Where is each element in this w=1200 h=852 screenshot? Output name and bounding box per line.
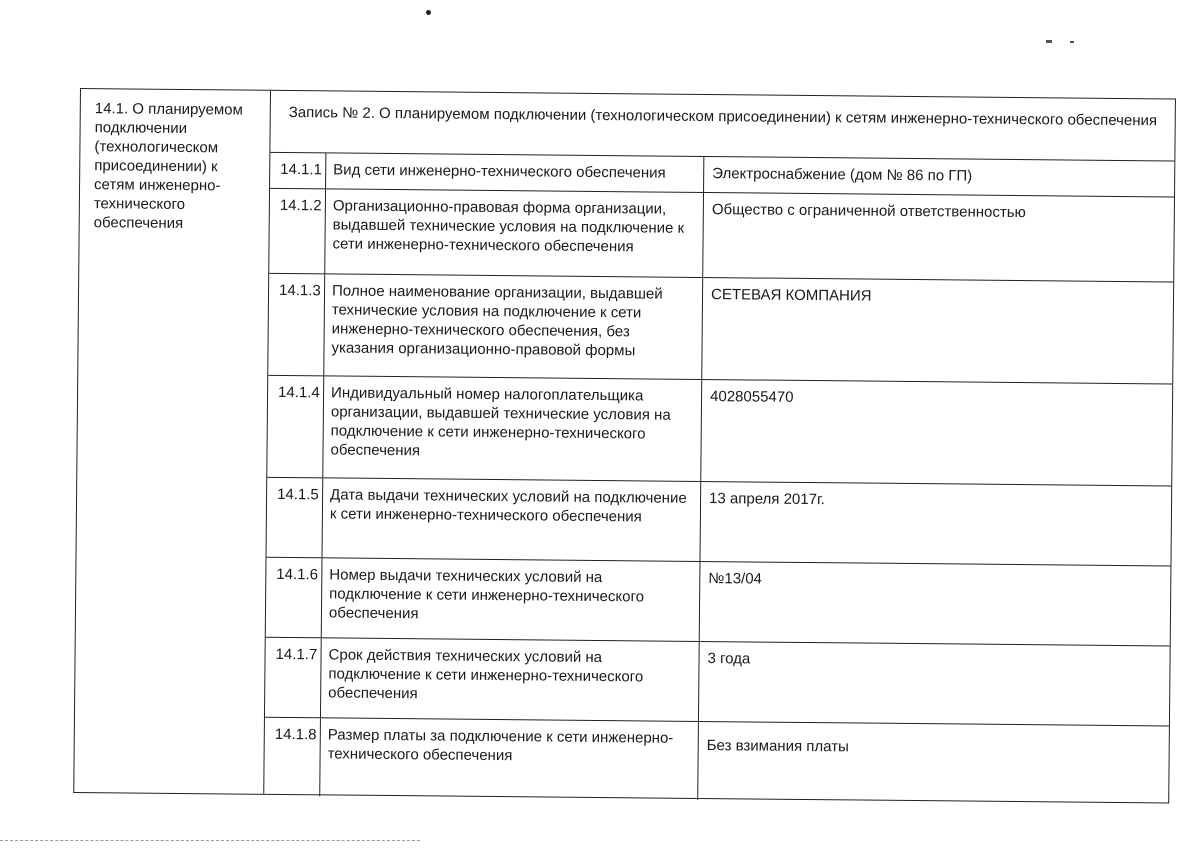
scan-speck [426, 10, 431, 15]
scan-speck [1046, 40, 1052, 43]
row-field-value: Общество с ограниченной ответственностью [711, 201, 1026, 222]
row-number: 14.1.7 [265, 638, 322, 718]
row-number: 14.1.5 [267, 478, 324, 558]
record-grid [264, 153, 1174, 803]
row-field-name: Дата выдачи технических условий на подключение к сети инженерно-технического обеспечения [323, 478, 702, 561]
row-number: 14.1.1 [270, 153, 326, 189]
table-row [264, 718, 1169, 805]
scan-speck [1070, 41, 1074, 43]
row-number: 14.1.6 [266, 558, 323, 638]
table-row [265, 638, 1170, 727]
row-field-name: Размер платы за подключение к сети инженерно-технического обеспечения [320, 718, 699, 800]
row-field-name: Вид сети инженерно-технического обеспечения [326, 153, 704, 192]
row-field-name: Номер выдачи технических условий на подключение к сети инженерно-технического обеспечения [322, 558, 701, 641]
row-field-value: 3 года [707, 650, 751, 668]
row-field-name: Организационно-правовая форма организации, выдавшей технические условия на подключение к сети инженерно-технического обеспечения [325, 189, 704, 277]
row-field-value: №13/04 [708, 570, 763, 588]
row-number: 14.1.4 [267, 376, 324, 478]
row-field-value: Электроснабжение (дом № 86 по ГП) [712, 165, 973, 185]
table-row [269, 189, 1174, 283]
row-number: 14.1.2 [269, 189, 326, 274]
table-row [267, 376, 1172, 487]
row-field-value: Без взимания платы [706, 737, 849, 756]
row-field-value: 4028055470 [709, 388, 794, 406]
record-header: Запись № 2. О планируемом подключении (технологическом присоединении) к сетям инженерно-технического обеспечения [270, 91, 1175, 162]
section-title: 14.1. О планируемом подключении (технологическом присоединении) к сетям инженерно-технического обеспечения [74, 89, 271, 794]
table-row [268, 274, 1173, 385]
scan-edge-line [0, 840, 420, 841]
row-number: 14.1.3 [268, 274, 325, 376]
table-row [266, 558, 1171, 647]
row-field-name: Полное наименование организации, выдавшей технические условия на подключение к сети инженерно-технического обеспечения, без указания организационно-правовой формы [324, 274, 703, 379]
table-row [266, 478, 1171, 567]
info-table [73, 88, 1176, 803]
row-field-value: СЕТЕВАЯ КОМПАНИЯ [710, 286, 872, 305]
row-field-name: Срок действия технических условий на подключение к сети инженерно-технического обеспечения [321, 638, 700, 721]
row-field-value: 13 апреля 2017г. [709, 490, 825, 509]
row-number: 14.1.8 [264, 718, 321, 797]
row-field-name: Индивидуальный номер налогоплательщика организации, выдавшей технические условия на подключение к сети инженерно-технического обеспечения [323, 376, 702, 481]
